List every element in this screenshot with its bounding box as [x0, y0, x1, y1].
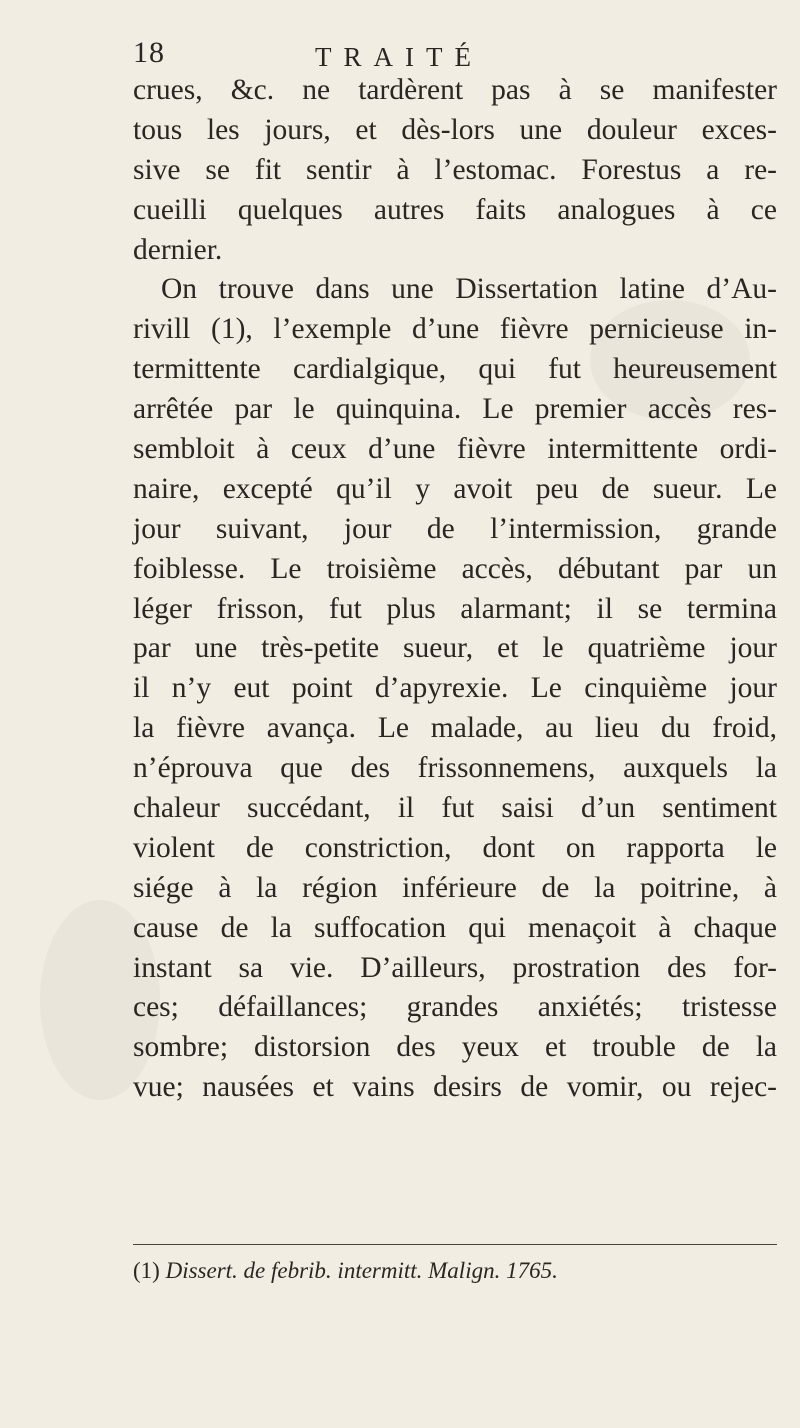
text-line: sive se fit sentir à l’estomac. Forestus a re-	[133, 153, 777, 186]
text-line: violent de constriction, dont on rapporta le	[133, 831, 777, 864]
text-line: jour suivant, jour de l’intermission, grande	[133, 512, 777, 545]
text-line: termittente cardialgique, qui fut heureusement	[133, 353, 777, 386]
text-line: dernier.	[133, 233, 223, 266]
text-line: la fièvre avança. Le malade, au lieu du froid,	[133, 712, 777, 745]
text-line: léger frisson, fut plus alarmant; il se termina	[133, 592, 777, 625]
text-line: cause de la suffocation qui menaçoit à chaque	[133, 911, 777, 944]
text-line: instant sa vie. D’ailleurs, prostration des for-	[133, 951, 777, 984]
footnote	[133, 1256, 777, 1286]
footnote-rule	[133, 1244, 777, 1245]
text-line: naire, excepté qu’il y avoit peu de sueur. Le	[133, 472, 777, 505]
paragraph-start-line: On trouve dans une Dissertation latine d’Au-	[161, 273, 777, 306]
text-line: ces; défaillances; grandes anxiétés; tristesse	[133, 991, 777, 1024]
text-line: rivill (1), l’exemple d’une fièvre pernicieuse in-	[133, 313, 777, 346]
text-line: crues, &c. ne tardèrent pas à se manifester	[133, 74, 777, 106]
body-text	[133, 71, 777, 1108]
text-line: n’éprouva que des frissonnemens, auxquels la	[133, 752, 777, 785]
text-line: sombre; distorsion des yeux et trouble de la	[133, 1031, 777, 1064]
text-line: il n’y eut point d’apyrexie. Le cinquième jour	[133, 672, 777, 705]
text-line: vue; nausées et vains desirs de vomir, ou rejec-	[133, 1071, 777, 1104]
text-line: par une très-petite sueur, et le quatrième jour	[133, 632, 777, 665]
page-number: 18	[133, 36, 165, 69]
running-title: TRAITÉ	[315, 42, 483, 72]
text-line: siége à la région inférieure de la poitrine, à	[133, 871, 777, 904]
text-line: sembloit à ceux d’une fièvre intermittente ordi-	[133, 433, 777, 466]
footnote-citation: Dissert. de febrib. intermitt. Malign. 1765.	[165, 1258, 558, 1283]
text-line: tous les jours, et dès-lors une douleur exces-	[133, 113, 777, 146]
text-line: cueilli quelques autres faits analogues à ce	[133, 193, 777, 226]
footnote-marker: (1)	[133, 1258, 160, 1283]
text-line: chaleur succédant, il fut saisi d’un sentiment	[133, 792, 777, 825]
text-line: foiblesse. Le troisième accès, débutant par un	[133, 552, 777, 585]
text-line: arrêtée par le quinquina. Le premier accès res-	[133, 393, 777, 426]
